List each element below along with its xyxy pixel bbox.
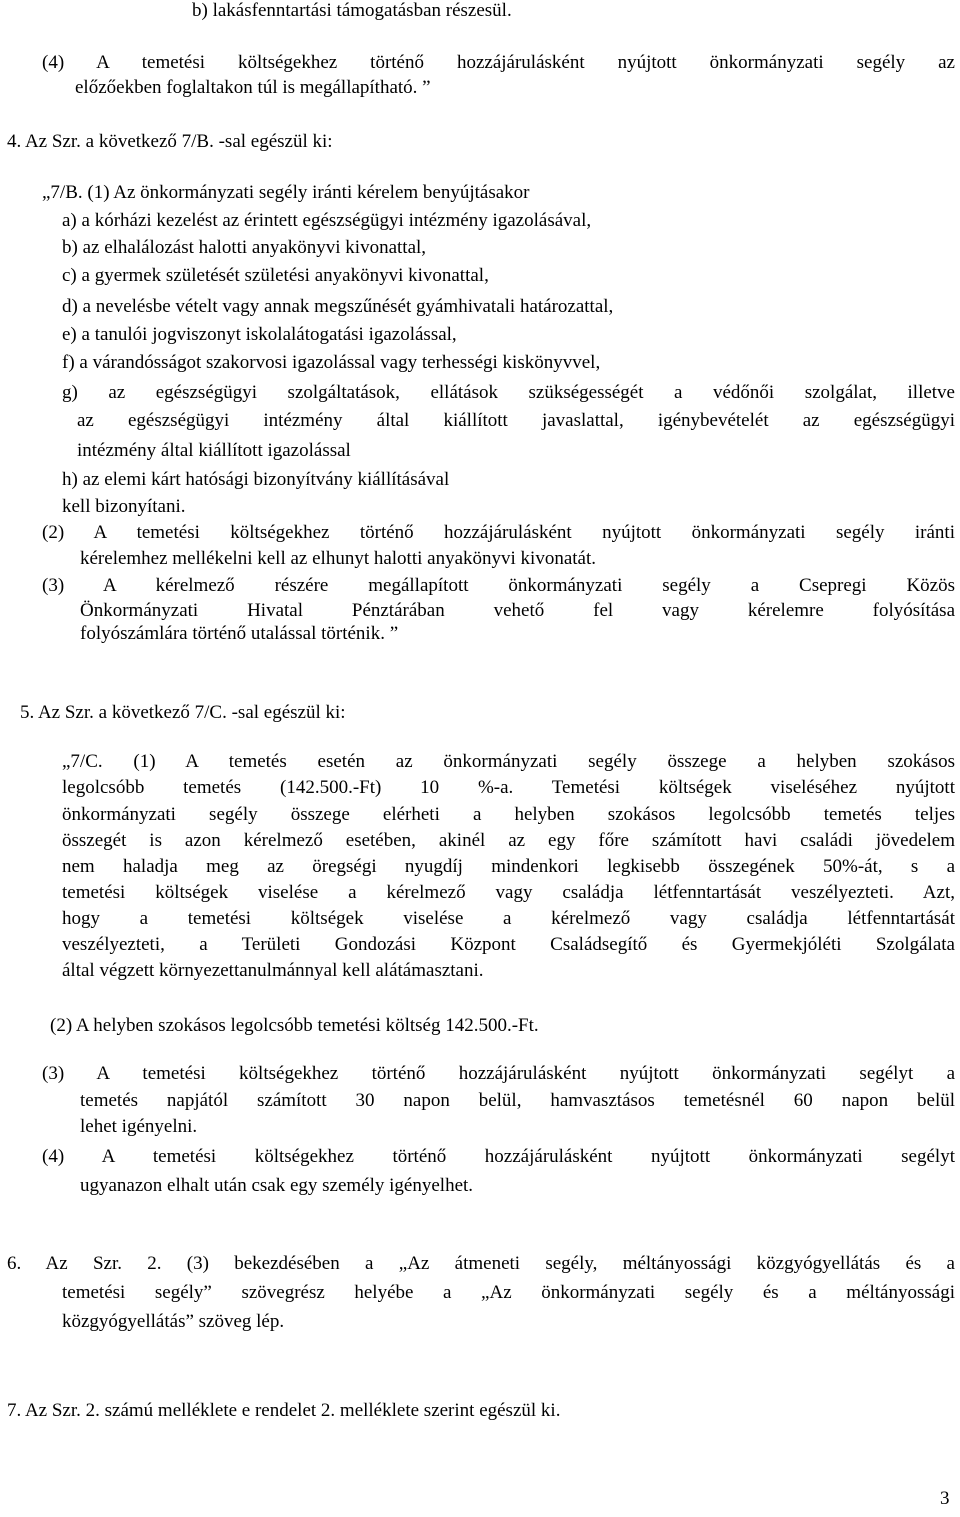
page-number: 3 xyxy=(940,1488,950,1509)
text-line: kell bizonyítani. xyxy=(62,496,186,517)
text-line: kérelemhez mellékelni kell az elhunyt halotti anyakönyvi kivonatát. xyxy=(80,548,596,569)
text-line: (4) A temetési költségekhez történő hozzájárulásként nyújtott önkormányzati segélyt xyxy=(42,1146,955,1167)
text-line: e) a tanulói jogviszonyt iskolalátogatási igazolással, xyxy=(62,324,457,345)
text-line: hogy a temetési költségek viselése a kérelmező vagy családja létfenntartását xyxy=(62,908,955,929)
text-line: temetés napjától számított 30 napon belül, hamvasztásos temetésnél 60 napon belül xyxy=(80,1090,955,1111)
text-line: f) a várandósságot szakorvosi igazolással vagy terhességi kiskönyvvel, xyxy=(62,352,601,373)
text-line: nem haladja meg az öregségi nyugdíj mindenkori legkisebb összegének 50%-át, s a xyxy=(62,856,955,877)
text-line: d) a nevelésbe vételt vagy annak megszűnését gyámhivatali határozattal, xyxy=(62,296,614,317)
text-line: összegét is azon kérelmező esetében, akinél az egy főre számított havi családi jövedelem xyxy=(62,830,955,851)
text-line: 6. Az Szr. 2. (3) bekezdésében a „Az átmeneti segély, méltányossági közgyógyellátás és a xyxy=(7,1253,955,1274)
text-line: g) az egészségügyi szolgáltatások, ellátások szükségességét a védőnői szolgálat, illetve xyxy=(62,382,955,403)
text-line: Önkormányzati Hivatal Pénztárában vehető fel vagy kérelemre folyósítása xyxy=(80,600,955,621)
text-line: temetési költségek viselése a kérelmező vagy családja létfenntartását veszélyezteti. Azt, xyxy=(62,882,955,903)
text-line: veszélyezteti, a Területi Gondozási Központ Családsegítő és Gyermekjóléti Szolgálata xyxy=(62,934,955,955)
text-line: temetési segély” szövegrész helyébe a „Az önkormányzati segély és a méltányossági xyxy=(62,1282,955,1303)
text-line: intézmény által kiállított igazolással xyxy=(77,440,351,461)
text-line: (3) A temetési költségekhez történő hozzájárulásként nyújtott önkormányzati segélyt a xyxy=(42,1063,955,1084)
text-line: lehet igényelni. xyxy=(80,1116,198,1137)
text-line: önkormányzati segély összege elérheti a helyben szokásos legolcsóbb temetés teljes xyxy=(62,804,955,825)
text-line: 7. Az Szr. 2. számú melléklete e rendelet 2. melléklete szerint egészül ki. xyxy=(7,1400,561,1421)
text-line: közgyógyellátás” szöveg lép. xyxy=(62,1311,285,1332)
text-line: b) az elhalálozást halotti anyakönyvi kivonattal, xyxy=(62,237,427,258)
text-line: előzőekben foglaltakon túl is megállapítható. ” xyxy=(75,77,431,98)
text-line: (3) A kérelmező részére megállapított önkormányzati segély a Csepregi Közös xyxy=(42,575,955,596)
text-line: (2) A helyben szokásos legolcsóbb temetési költség 142.500.-Ft. xyxy=(50,1015,539,1036)
text-line: „7/C. (1) A temetés esetén az önkormányzati segély összege a helyben szokásos xyxy=(62,751,955,772)
text-line: legolcsóbb temetés (142.500.-Ft) 10 %-a. Temetési költségek viseléséhez nyújtott xyxy=(62,777,955,798)
text-line: az egészségügyi intézmény által kiállított javaslattal, igénybevételét az egészségügyi xyxy=(77,410,955,431)
text-line: b) lakásfenntartási támogatásban részesül. xyxy=(192,0,512,21)
text-line: által végzett környezettanulmánnyal kell alátámasztani. xyxy=(62,960,484,981)
text-line: (4) A temetési költségekhez történő hozzájárulásként nyújtott önkormányzati segély az xyxy=(42,52,955,73)
text-line: ugyanazon elhalt után csak egy személy igényelhet. xyxy=(80,1175,474,1196)
text-line: 5. Az Szr. a következő 7/C. -sal egészül ki: xyxy=(20,702,346,723)
text-line: 4. Az Szr. a következő 7/B. -sal egészül ki: xyxy=(7,131,333,152)
text-line: a) a kórházi kezelést az érintett egészségügyi intézmény igazolásával, xyxy=(62,210,592,231)
text-line: „7/B. (1) Az önkormányzati segély iránti kérelem benyújtásakor xyxy=(42,182,530,203)
text-line: folyószámlára történő utalással történik. ” xyxy=(80,623,399,644)
text-line: c) a gyermek születését születési anyakönyvi kivonattal, xyxy=(62,265,489,286)
text-line: (2) A temetési költségekhez történő hozzájárulásként nyújtott önkormányzati segély iránti xyxy=(42,522,955,543)
text-line: h) az elemi kárt hatósági bizonyítvány kiállításával xyxy=(62,469,450,490)
